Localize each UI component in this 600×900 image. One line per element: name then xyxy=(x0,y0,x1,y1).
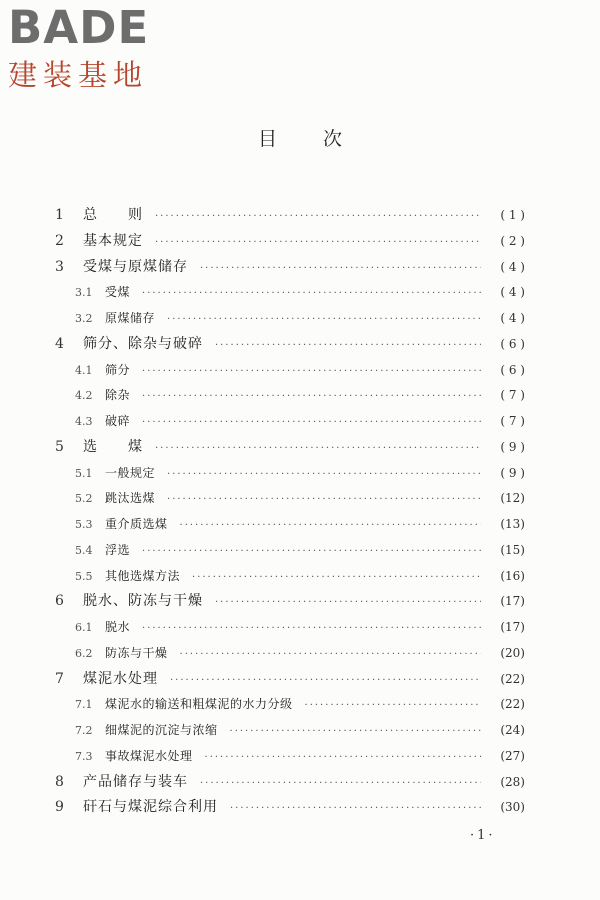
toc-leader-dots xyxy=(142,616,481,641)
toc-entry[interactable] xyxy=(55,358,525,384)
toc-title: 一般规定 xyxy=(105,465,156,480)
toc-leader-dots xyxy=(167,462,481,487)
toc-number: 5.1 xyxy=(75,466,93,480)
toc-title: 基本规定 xyxy=(83,232,143,249)
toc-page: ( 7 ) xyxy=(500,414,525,428)
toc-entry[interactable] xyxy=(55,641,525,667)
toc-entry[interactable] xyxy=(55,280,525,306)
toc-page: (28) xyxy=(500,774,525,789)
toc-entry[interactable] xyxy=(55,538,525,564)
toc-entry[interactable] xyxy=(55,203,525,229)
toc-number: 4.2 xyxy=(75,389,93,403)
toc-title: 受煤与原煤储存 xyxy=(83,258,188,275)
toc-number: 6.2 xyxy=(75,646,93,660)
toc-page: ( 6 ) xyxy=(500,336,525,351)
toc-entry[interactable] xyxy=(55,667,525,693)
toc-entry[interactable] xyxy=(55,409,525,435)
toc-number: 7 xyxy=(55,670,64,687)
toc-entry[interactable] xyxy=(55,615,525,641)
toc-number: 5.4 xyxy=(75,543,93,557)
toc-number: 6.1 xyxy=(75,621,93,634)
toc-leader-dots xyxy=(142,539,481,564)
logo-wordmark: BADE xyxy=(8,1,150,54)
toc-page: (15) xyxy=(500,542,525,557)
toc-title: 其他选煤方法 xyxy=(105,568,181,583)
toc-title: 煤泥水处理 xyxy=(83,670,158,687)
toc-page: ( 9 ) xyxy=(500,465,525,480)
toc-leader-dots xyxy=(167,487,481,512)
toc-number: 3.2 xyxy=(75,312,93,325)
toc-number: 3.1 xyxy=(75,286,93,300)
toc-entry[interactable] xyxy=(55,486,525,512)
toc-number: 2 xyxy=(55,232,64,249)
toc-number: 8 xyxy=(55,773,64,790)
toc-leader-dots xyxy=(167,307,481,332)
toc-title: 破碎 xyxy=(105,414,131,428)
table-of-contents xyxy=(55,203,525,821)
toc-leader-dots xyxy=(230,796,481,821)
bade-logo xyxy=(8,1,178,92)
toc-leader-dots xyxy=(180,513,481,538)
toc-title: 跳汰选煤 xyxy=(105,491,156,506)
toc-page: (17) xyxy=(500,620,525,634)
toc-page: (24) xyxy=(500,723,525,737)
toc-title: 产品储存与装车 xyxy=(83,773,188,790)
toc-number: 4.3 xyxy=(75,415,93,428)
toc-title: 除杂 xyxy=(105,388,131,403)
toc-entry[interactable] xyxy=(55,589,525,615)
toc-entry[interactable] xyxy=(55,692,525,718)
toc-page: (16) xyxy=(500,568,525,583)
toc-leader-dots xyxy=(142,384,481,409)
toc-leader-dots xyxy=(142,281,481,306)
toc-number: 4.1 xyxy=(75,363,93,377)
toc-title: 选 煤 xyxy=(83,438,143,455)
toc-page: ( 9 ) xyxy=(500,439,525,454)
toc-leader-dots xyxy=(142,359,481,384)
toc-leader-dots xyxy=(142,410,481,435)
toc-page: (22) xyxy=(500,671,525,686)
toc-leader-dots xyxy=(215,590,481,615)
toc-entry[interactable] xyxy=(55,744,525,770)
toc-page: (22) xyxy=(500,697,525,712)
toc-entry[interactable] xyxy=(55,306,525,332)
toc-title: 浮选 xyxy=(105,542,131,557)
toc-title: 总 则 xyxy=(83,207,143,223)
toc-title: 原煤储存 xyxy=(105,311,156,325)
toc-page: ( 4 ) xyxy=(500,285,525,300)
toc-page: (12) xyxy=(500,491,525,506)
toc-title: 防冻与干燥 xyxy=(105,645,168,660)
toc-leader-dots xyxy=(180,642,481,667)
toc-title: 矸石与煤泥综合利用 xyxy=(83,799,218,816)
toc-entry[interactable] xyxy=(55,564,525,590)
toc-page: ( 1 ) xyxy=(500,208,525,222)
toc-entry[interactable] xyxy=(55,332,525,358)
toc-number: 5.3 xyxy=(75,518,93,531)
toc-page: (13) xyxy=(500,517,525,531)
toc-entry[interactable] xyxy=(55,383,525,409)
toc-entry[interactable] xyxy=(55,255,525,281)
toc-number: 3 xyxy=(55,258,64,275)
toc-leader-dots xyxy=(215,333,481,358)
toc-leader-dots xyxy=(200,771,481,796)
toc-page: ( 2 ) xyxy=(500,233,525,248)
toc-title: 筛分、除杂与破碎 xyxy=(83,335,203,352)
toc-number: 7.2 xyxy=(75,724,93,737)
toc-page: ( 6 ) xyxy=(500,362,525,377)
toc-title: 脱水 xyxy=(105,620,131,634)
toc-number: 6 xyxy=(55,593,64,610)
toc-page: ( 4 ) xyxy=(500,259,525,274)
toc-leader-dots xyxy=(170,668,481,693)
toc-entry[interactable] xyxy=(55,512,525,538)
toc-leader-dots xyxy=(192,565,481,590)
toc-number: 5.5 xyxy=(75,569,93,583)
toc-number: 5 xyxy=(55,438,64,455)
toc-leader-dots xyxy=(155,230,481,255)
toc-leader-dots xyxy=(155,436,481,461)
toc-leader-dots xyxy=(155,204,481,229)
toc-title: 重介质选煤 xyxy=(105,517,168,531)
toc-entry[interactable] xyxy=(55,229,525,255)
toc-page: (30) xyxy=(500,800,525,815)
toc-title: 事故煤泥水处理 xyxy=(105,748,193,763)
page-number: ·1· xyxy=(470,828,496,843)
toc-entry[interactable] xyxy=(55,795,525,821)
toc-entry[interactable] xyxy=(55,770,525,796)
toc-title: 脱水、防冻与干燥 xyxy=(83,593,203,610)
toc-page: (27) xyxy=(500,748,525,763)
toc-leader-dots xyxy=(205,745,481,770)
toc-number: 1 xyxy=(55,207,64,223)
page-title: 目次 xyxy=(257,128,388,150)
toc-page: ( 7 ) xyxy=(500,388,525,403)
toc-page: (20) xyxy=(500,645,525,660)
toc-leader-dots xyxy=(230,719,481,744)
toc-title: 筛分 xyxy=(105,362,131,377)
toc-number: 5.2 xyxy=(75,492,93,506)
toc-title: 受煤 xyxy=(105,285,131,300)
toc-title: 细煤泥的沉淀与浓缩 xyxy=(105,723,218,737)
toc-number: 9 xyxy=(55,799,64,816)
toc-leader-dots xyxy=(305,693,481,718)
toc-leader-dots xyxy=(200,256,481,281)
toc-number: 7.1 xyxy=(75,698,93,712)
toc-entry[interactable] xyxy=(55,435,525,461)
toc-number: 4 xyxy=(55,335,64,352)
toc-page: (17) xyxy=(500,594,525,609)
toc-page: ( 4 ) xyxy=(500,311,525,325)
toc-entry[interactable] xyxy=(55,718,525,744)
logo-subtitle: 建装基地 xyxy=(8,58,149,92)
toc-entry[interactable] xyxy=(55,461,525,487)
toc-number: 7.3 xyxy=(75,749,93,763)
toc-title: 煤泥水的输送和粗煤泥的水力分级 xyxy=(105,697,293,712)
